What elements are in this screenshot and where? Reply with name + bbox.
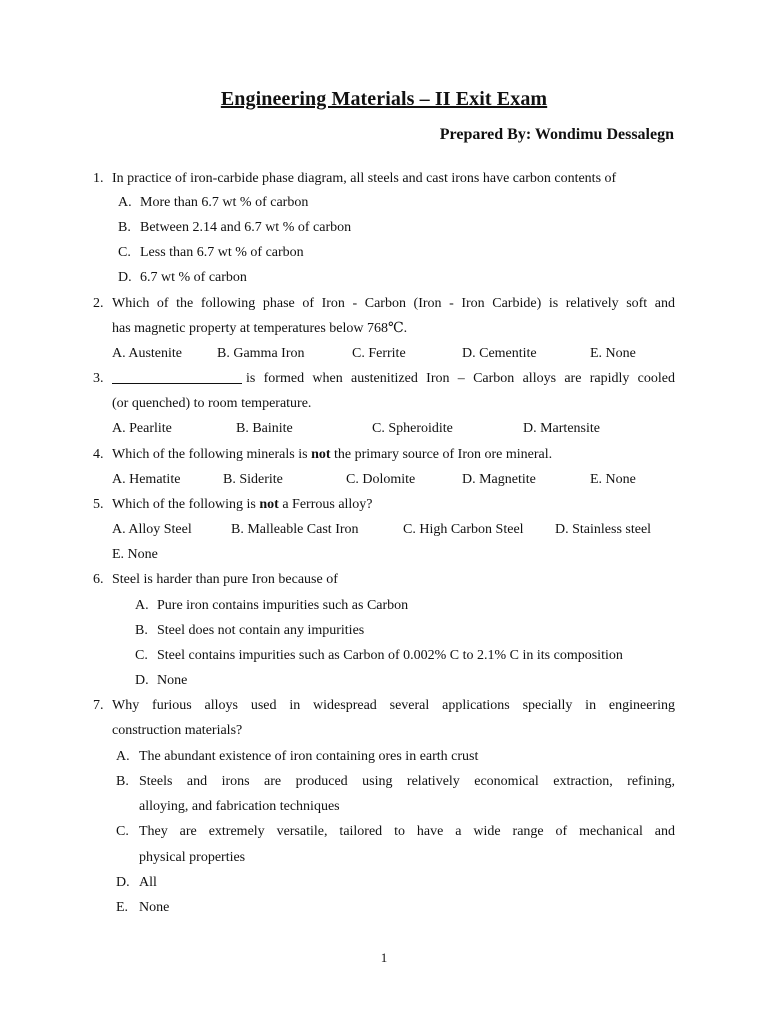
- answer-blank: [112, 369, 242, 384]
- option-d-text: All: [139, 875, 157, 890]
- option-b: B. Siderite: [223, 472, 283, 487]
- option-c: C. Dolomite: [346, 472, 416, 487]
- question-text-line-2: (or quenched) to room temperature.: [112, 396, 312, 411]
- question-text-line-1: Which of the following phase of Iron - Carbon (Iron - Iron Carbide) is relatively soft and: [112, 296, 675, 311]
- question-number: 1.: [93, 171, 104, 186]
- option-e: E. None: [590, 472, 636, 487]
- question-number: 5.: [93, 497, 104, 512]
- question-number: 2.: [93, 296, 104, 311]
- option-b-text-line-2: alloying, and fabrication techniques: [139, 799, 340, 814]
- option-c: C. Spheroidite: [372, 421, 453, 436]
- question-number: 4.: [93, 447, 104, 462]
- option-d: D. Cementite: [462, 346, 537, 361]
- option-c: C. Ferrite: [352, 346, 406, 361]
- option-c: C. High Carbon Steel: [403, 522, 524, 537]
- option-c: C. Steel contains impurities such as Carbon of 0.002% C to 2.1% C in its composition: [135, 648, 623, 663]
- option-b-text-line-1: Steels and irons are produced using relatively economical extraction, refining,: [139, 774, 675, 789]
- option-b: B. Malleable Cast Iron: [231, 522, 359, 537]
- question-text-line-2: construction materials?: [112, 723, 243, 738]
- question-text-line-1: is formed when austenitized Iron – Carbon alloys are rapidly cooled: [246, 371, 675, 386]
- question-text: Which of the following minerals is not the primary source of Iron ore mineral.: [112, 447, 553, 462]
- option-c: C. Less than 6.7 wt % of carbon: [118, 245, 304, 260]
- author-line: Prepared By: Wondimu Dessalegn: [439, 126, 674, 143]
- option-d: D. Martensite: [523, 421, 600, 436]
- option-a: A. Alloy Steel: [112, 522, 192, 537]
- option-d: D. Magnetite: [462, 472, 536, 487]
- question-number: 6.: [93, 572, 104, 587]
- option-b: B. Between 2.14 and 6.7 wt % of carbon: [118, 220, 352, 235]
- option-e: E. None: [590, 346, 636, 361]
- page-title: Engineering Materials – II Exit Exam: [220, 88, 548, 110]
- option-d: D. None: [135, 673, 188, 688]
- option-d: D. 6.7 wt % of carbon: [118, 270, 247, 285]
- option-a-text: The abundant existence of iron containing ores in earth crust: [139, 749, 479, 764]
- question-text: In practice of iron-carbide phase diagram, all steels and cast irons have carbon contents of: [112, 171, 617, 186]
- option-c-letter: C.: [116, 824, 129, 839]
- question-number: 7.: [93, 698, 104, 713]
- option-d-letter: D.: [116, 875, 130, 890]
- option-e-text: None: [139, 900, 170, 915]
- option-e-letter: E.: [116, 900, 129, 915]
- option-a: A. More than 6.7 wt % of carbon: [118, 195, 309, 210]
- question-number: 3.: [93, 371, 104, 386]
- question-text-line-2: has magnetic property at temperatures below 768℃.: [112, 321, 408, 336]
- option-c-text-line-1: They are extremely versatile, tailored to have a wide range of mechanical and: [139, 824, 675, 839]
- option-d: D. Stainless steel: [555, 522, 652, 537]
- page-number: 1: [380, 950, 388, 965]
- option-a: A. Austenite: [112, 346, 182, 361]
- option-a-letter: A.: [116, 749, 130, 764]
- question-text: Which of the following is not a Ferrous alloy?: [112, 497, 373, 512]
- option-e: E. None: [112, 547, 158, 562]
- option-a: A. Hematite: [112, 472, 181, 487]
- option-a: A. Pure iron contains impurities such as Carbon: [135, 598, 409, 613]
- option-c-text-line-2: physical properties: [139, 850, 246, 865]
- option-b-letter: B.: [116, 774, 129, 789]
- option-a: A. Pearlite: [112, 421, 172, 436]
- option-b: B. Gamma Iron: [217, 346, 305, 361]
- option-b: B. Steel does not contain any impurities: [135, 623, 365, 638]
- option-b: B. Bainite: [236, 421, 293, 436]
- question-text: Steel is harder than pure Iron because of: [112, 572, 338, 587]
- question-text-line-1: Why furious alloys used in widespread several applications specially in engineering: [112, 698, 675, 713]
